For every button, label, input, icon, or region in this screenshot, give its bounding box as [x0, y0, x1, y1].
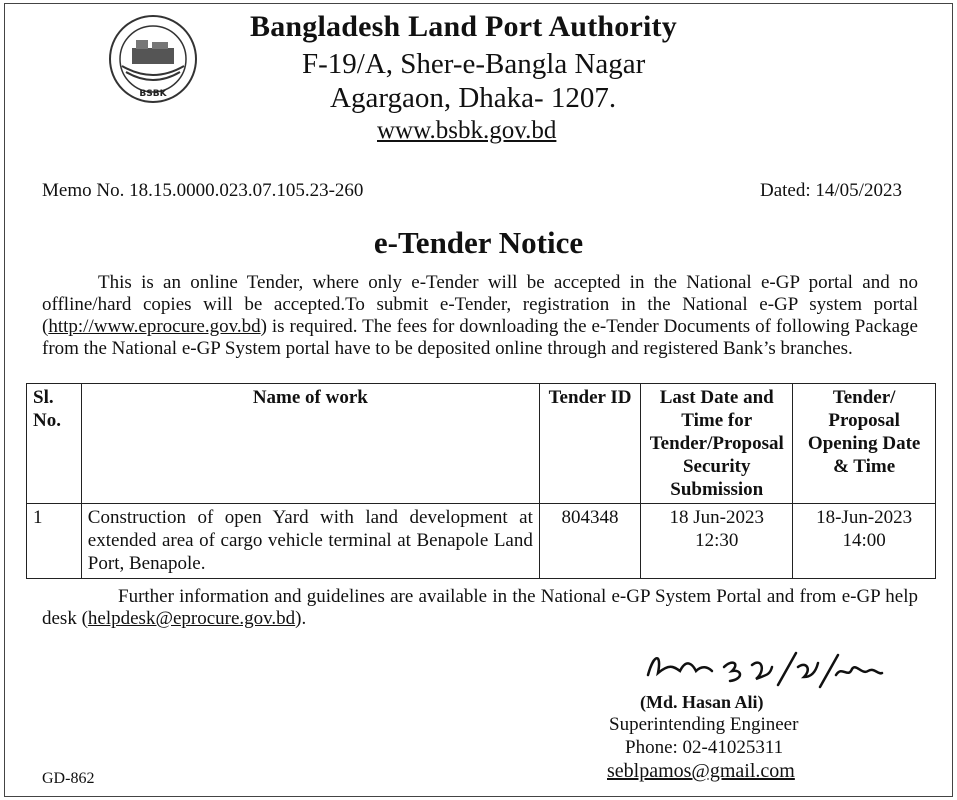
helpdesk-email-link[interactable]: helpdesk@eprocure.gov.bd	[87, 608, 296, 629]
further-text-1: Further information and guidelines are available in the National e-GP System Portal and from e-GP help desk (	[42, 586, 918, 629]
last-time-value: 12:30	[695, 530, 739, 551]
intro-paragraph	[42, 272, 918, 360]
reference-code: GD-862	[42, 770, 95, 787]
signatory-name: (Md. Hasan Ali)	[640, 692, 764, 712]
cell-tender-id: 804348	[539, 504, 640, 579]
intro-text-1: This is an online Tender, where only e-Tender will be accepted in the National e-GP portal and no offline/hard copies will be accepted.To submit e-Tender, registration in the National e-GP system portal (	[42, 272, 918, 337]
memo-number: Memo No. 18.15.0000.023.07.105.23-260	[42, 180, 364, 201]
cell-last-date	[641, 504, 793, 579]
signatory-designation: Superintending Engineer	[609, 714, 799, 735]
opening-date-value: 18-Jun-2023	[816, 507, 913, 528]
notice-title: e-Tender Notice	[373, 225, 584, 260]
table-row	[27, 504, 936, 579]
header-opening-date: Tender/ Proposal Opening Date & Time	[793, 384, 936, 504]
svg-text:BSBK: BSBK	[139, 89, 167, 99]
cell-name-of-work: Construction of open Yard with land development at extended area of cargo vehicle terminal at Benapole Land Port, Benapole.	[81, 504, 539, 579]
eprocure-link[interactable]: http://www.eprocure.gov.bd	[48, 316, 261, 337]
last-date-value: 18 Jun-2023	[669, 507, 764, 528]
memo-date: Dated: 14/05/2023	[760, 180, 902, 201]
signatory-email-link[interactable]: seblpamos@gmail.com	[607, 760, 795, 782]
website-link[interactable]: www.bsbk.gov.bd	[377, 117, 557, 144]
opening-time-value: 14:00	[842, 530, 886, 551]
header-sl: Sl. No.	[27, 384, 82, 504]
handwritten-signature	[640, 645, 890, 695]
header-tender-id: Tender ID	[539, 384, 640, 504]
header-name-of-work: Name of work	[81, 384, 539, 504]
address-line-1: F-19/A, Sher-e-Bangla Nagar	[302, 48, 646, 80]
cell-opening-date	[793, 504, 936, 579]
table-header-row	[27, 384, 936, 504]
org-name: Bangladesh Land Port Authority	[250, 10, 677, 43]
address-line-2: Agargaon, Dhaka- 1207.	[330, 82, 617, 114]
tender-table	[26, 383, 936, 579]
bsbk-logo-icon	[108, 14, 198, 104]
intro-text-2: ) is required. The fees for downloading the e-Tender Documents of following Package from the National e-GP System portal have to be deposited online through and registered Bank’s branches.	[42, 316, 918, 359]
signatory-phone: Phone: 02-41025311	[625, 737, 784, 758]
further-text-2: ).	[295, 608, 307, 629]
further-info-paragraph	[42, 586, 918, 630]
header-last-date: Last Date and Time for Tender/Proposal Security Submission	[641, 384, 793, 504]
cell-sl: 1	[27, 504, 82, 579]
